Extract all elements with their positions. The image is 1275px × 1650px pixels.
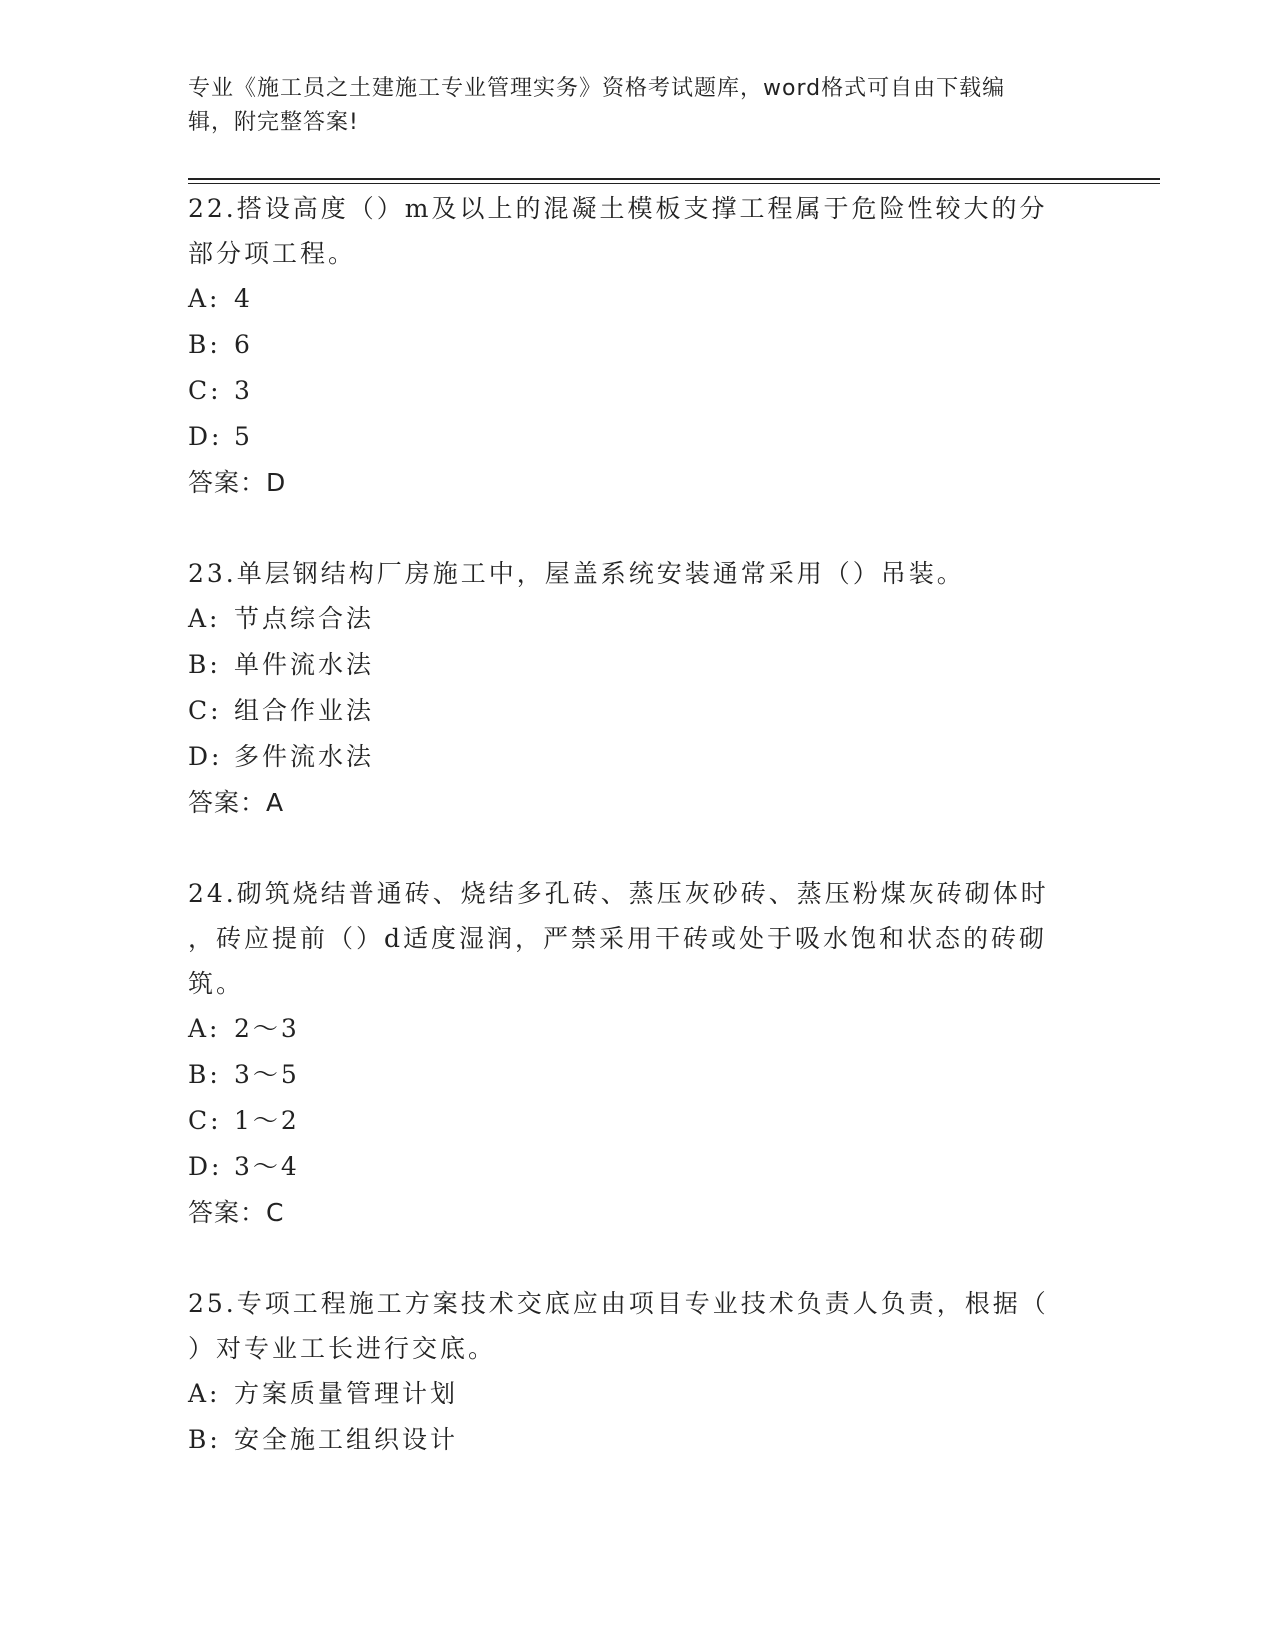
option-text: 组合作业法 [234, 696, 375, 725]
option-letter: C: [188, 1106, 222, 1135]
option-b [188, 322, 1088, 368]
question-stem-line: 筑。 [188, 969, 245, 998]
answer-value: A [266, 788, 285, 817]
option-text: 多件流水法 [234, 742, 375, 771]
question-stem-line: 24.砌筑烧结普通砖、烧结多孔砖、蒸压灰砂砖、蒸压粉煤灰砖砌体时 [188, 879, 1049, 908]
option-d [188, 734, 1088, 780]
header-line-2: 辑，附完整答案! [188, 110, 359, 135]
option-b [188, 1417, 1088, 1463]
option-c [188, 368, 1088, 414]
answer-line [188, 780, 1088, 826]
header-line-1: 专业《施工员之土建施工专业管理实务》资格考试题库，word格式可自由下载编 [188, 76, 1006, 101]
answer-value: C [266, 1198, 285, 1227]
option-text: 3～4 [234, 1152, 300, 1181]
option-letter: B: [188, 1060, 221, 1089]
document-header [188, 72, 1078, 140]
question-stem-line: 22.搭设高度（）m及以上的混凝土模板支撑工程属于危险性较大的分 [188, 194, 1048, 223]
option-text: 单件流水法 [234, 650, 375, 679]
question-25 [188, 1281, 1088, 1463]
option-c [188, 688, 1088, 734]
option-letter: B: [188, 650, 221, 679]
question-list [188, 186, 1088, 1508]
option-letter: A: [188, 1379, 221, 1408]
option-letter: C: [188, 696, 222, 725]
option-d [188, 414, 1088, 460]
option-a [188, 1371, 1088, 1417]
answer-line [188, 1190, 1088, 1236]
option-a [188, 276, 1088, 322]
option-letter: D: [188, 742, 223, 771]
option-letter: A: [188, 284, 221, 313]
answer-line [188, 460, 1088, 506]
option-d [188, 1144, 1088, 1190]
header-divider-thick [188, 178, 1160, 180]
header-divider-thin [188, 183, 1160, 184]
question-stem-line: ，砖应提前（）d适度湿润，严禁采用干砖或处于吸水饱和状态的砖砌 [188, 924, 1048, 953]
option-text: 节点综合法 [234, 604, 375, 633]
option-b [188, 1052, 1088, 1098]
option-a [188, 596, 1088, 642]
question-24 [188, 871, 1088, 1236]
question-stem-line: ）对专业工长进行交底。 [188, 1334, 497, 1363]
option-letter: D: [188, 1152, 223, 1181]
option-letter: C: [188, 376, 222, 405]
option-letter: B: [188, 330, 221, 359]
option-letter: A: [188, 1014, 221, 1043]
question-stem-line: 23.单层钢结构厂房施工中，屋盖系统安装通常采用（）吊装。 [188, 559, 965, 588]
question-23 [188, 551, 1088, 826]
option-letter: A: [188, 604, 221, 633]
option-letter: D: [188, 422, 223, 451]
option-text: 方案质量管理计划 [234, 1379, 459, 1408]
answer-label: 答案： [188, 788, 267, 817]
option-text: 6 [234, 330, 253, 359]
answer-value: D [266, 468, 287, 497]
option-c [188, 1098, 1088, 1144]
option-letter: B: [188, 1425, 221, 1454]
option-text: 2～3 [234, 1014, 300, 1043]
option-text: 3 [234, 376, 253, 405]
option-text: 4 [234, 284, 253, 313]
answer-label: 答案： [188, 468, 267, 497]
option-text: 1～2 [234, 1106, 300, 1135]
option-text: 5 [234, 422, 253, 451]
option-text: 安全施工组织设计 [234, 1425, 459, 1454]
option-a [188, 1006, 1088, 1052]
question-22 [188, 186, 1088, 506]
question-stem-line: 25.专项工程施工方案技术交底应由项目专业技术负责人负责，根据（ [188, 1289, 1049, 1318]
question-stem-line: 部分项工程。 [188, 239, 357, 268]
answer-label: 答案： [188, 1198, 267, 1227]
option-b [188, 642, 1088, 688]
option-text: 3～5 [234, 1060, 300, 1089]
